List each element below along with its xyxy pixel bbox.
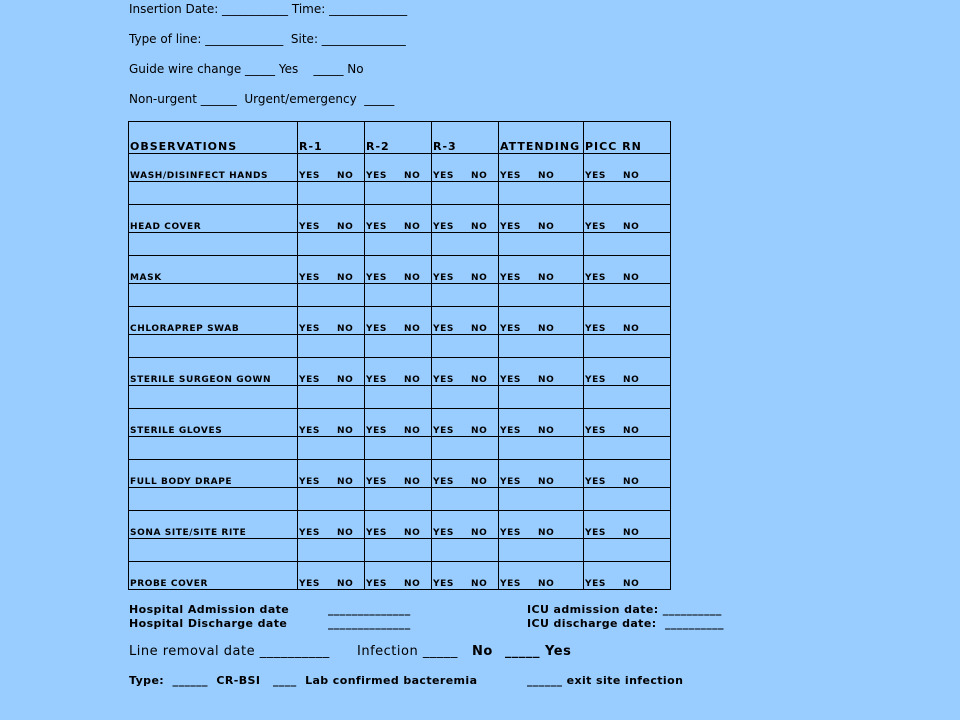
observation-label: FULL BODY DRAPE: [129, 460, 298, 488]
no-option[interactable]: NO: [537, 477, 555, 487]
yes-no-cell[interactable]: [365, 358, 432, 386]
yes-option[interactable]: YES: [585, 426, 606, 436]
empty-cell: [432, 284, 499, 307]
empty-cell: [432, 233, 499, 256]
no-option[interactable]: NO: [336, 426, 354, 436]
empty-cell: [432, 437, 499, 460]
no-option[interactable]: NO: [622, 579, 640, 589]
no-option[interactable]: NO: [470, 222, 488, 232]
header-picc-rn: PICC RN: [584, 122, 671, 154]
observation-label: PROBE COVER: [129, 562, 298, 590]
yes-no-cell[interactable]: [365, 562, 432, 590]
yes-option[interactable]: YES: [366, 375, 387, 385]
no-option[interactable]: NO: [537, 375, 555, 385]
no-option[interactable]: NO: [622, 477, 640, 487]
empty-cell: [499, 488, 584, 511]
yes-option[interactable]: YES: [500, 579, 521, 589]
no-option[interactable]: NO: [470, 477, 488, 487]
icu-admission-date: ICU admission date: __________: [527, 603, 722, 616]
insertion-date-time-line: Insertion Date: ___________ Time: _____________: [129, 2, 408, 16]
empty-cell: [584, 386, 671, 409]
table-row: [129, 154, 671, 182]
yes-no-cell[interactable]: [298, 409, 365, 437]
yes-no-cell[interactable]: [365, 460, 432, 488]
yes-no-cell[interactable]: [298, 307, 365, 335]
yes-no-cell[interactable]: [365, 409, 432, 437]
spacer-row: [129, 182, 671, 205]
yes-option[interactable]: YES: [433, 324, 454, 334]
no-option[interactable]: NO: [622, 171, 640, 181]
yes-option[interactable]: YES: [500, 426, 521, 436]
yes-no-cell[interactable]: [432, 460, 499, 488]
no-option[interactable]: NO: [470, 171, 488, 181]
no-option[interactable]: NO: [403, 528, 421, 538]
yes-option[interactable]: YES: [585, 324, 606, 334]
table-row: [129, 358, 671, 386]
yes-option[interactable]: YES: [585, 528, 606, 538]
no-option[interactable]: NO: [537, 324, 555, 334]
hospital-admission-label: Hospital Admission date: [129, 603, 290, 616]
yes-no-cell[interactable]: [432, 256, 499, 284]
no-option[interactable]: NO: [622, 426, 640, 436]
empty-cell: [298, 437, 365, 460]
spacer-row: [129, 386, 671, 409]
yes-option[interactable]: YES: [500, 222, 521, 232]
empty-cell: [584, 437, 671, 460]
empty-cell: [432, 539, 499, 562]
empty-cell: [584, 233, 671, 256]
no-option[interactable]: NO: [537, 222, 555, 232]
header-r1: R-1: [298, 122, 365, 154]
yes-option[interactable]: YES: [299, 324, 320, 334]
no-option[interactable]: NO: [336, 171, 354, 181]
yes-no-cell[interactable]: [584, 511, 671, 539]
yes-option[interactable]: YES: [433, 375, 454, 385]
yes-no-cell[interactable]: [298, 205, 365, 233]
yes-no-cell[interactable]: [499, 409, 584, 437]
observation-label: CHLORAPREP SWAB: [129, 307, 298, 335]
yes-option[interactable]: YES: [500, 273, 521, 283]
yes-option[interactable]: YES: [299, 222, 320, 232]
empty-cell: [298, 284, 365, 307]
empty-cell: [432, 182, 499, 205]
no-option[interactable]: NO: [336, 477, 354, 487]
spacer-row: [129, 437, 671, 460]
yes-no-cell[interactable]: [298, 256, 365, 284]
yes-option[interactable]: YES: [433, 222, 454, 232]
no-option[interactable]: NO: [336, 222, 354, 232]
no-option[interactable]: NO: [403, 426, 421, 436]
yes-no-cell[interactable]: [365, 205, 432, 233]
observation-label: SONA SITE/SITE RITE: [129, 511, 298, 539]
yes-no-cell[interactable]: [584, 562, 671, 590]
empty-cell: [298, 182, 365, 205]
yes-no-cell[interactable]: [298, 460, 365, 488]
yes-option[interactable]: YES: [366, 477, 387, 487]
no-option[interactable]: NO: [403, 222, 421, 232]
yes-no-cell[interactable]: [584, 154, 671, 182]
yes-option[interactable]: YES: [433, 528, 454, 538]
yes-no-cell[interactable]: [499, 511, 584, 539]
empty-cell: [129, 335, 298, 358]
spacer-row: [129, 335, 671, 358]
no-option[interactable]: NO: [537, 171, 555, 181]
yes-option[interactable]: YES: [299, 273, 320, 283]
yes-option[interactable]: YES: [585, 171, 606, 181]
header-attending: ATTENDING: [499, 122, 584, 154]
empty-cell: [129, 182, 298, 205]
table-row: [129, 409, 671, 437]
empty-cell: [584, 488, 671, 511]
observation-label: STERILE GLOVES: [129, 409, 298, 437]
infection-no: No: [472, 644, 493, 659]
empty-cell: [365, 233, 432, 256]
empty-cell: [298, 386, 365, 409]
yes-no-cell[interactable]: [365, 256, 432, 284]
guide-wire-change-line: Guide wire change _____ Yes _____ No: [129, 62, 364, 76]
infection-label: Infection _____: [357, 644, 458, 659]
spacer-row: [129, 233, 671, 256]
yes-option[interactable]: YES: [433, 579, 454, 589]
yes-no-cell[interactable]: [499, 358, 584, 386]
no-option[interactable]: NO: [622, 273, 640, 283]
yes-no-cell[interactable]: [432, 307, 499, 335]
yes-no-cell[interactable]: [499, 307, 584, 335]
no-option[interactable]: NO: [622, 222, 640, 232]
no-option[interactable]: NO: [403, 477, 421, 487]
table-row: [129, 562, 671, 590]
yes-no-cell[interactable]: [499, 154, 584, 182]
empty-cell: [298, 335, 365, 358]
empty-cell: [129, 386, 298, 409]
header-observations: OBSERVATIONS: [129, 122, 298, 154]
yes-no-cell[interactable]: [298, 358, 365, 386]
table-row: [129, 205, 671, 233]
line-removal-date: Line removal date __________: [129, 644, 330, 659]
empty-cell: [499, 539, 584, 562]
yes-option[interactable]: YES: [500, 477, 521, 487]
yes-option[interactable]: YES: [299, 426, 320, 436]
yes-option[interactable]: YES: [433, 273, 454, 283]
yes-option[interactable]: YES: [299, 528, 320, 538]
empty-cell: [584, 284, 671, 307]
empty-cell: [499, 335, 584, 358]
yes-option[interactable]: YES: [366, 528, 387, 538]
no-option[interactable]: NO: [622, 375, 640, 385]
yes-option[interactable]: YES: [366, 579, 387, 589]
empty-cell: [365, 284, 432, 307]
no-option[interactable]: NO: [403, 273, 421, 283]
empty-cell: [365, 335, 432, 358]
yes-option[interactable]: YES: [366, 426, 387, 436]
yes-no-cell[interactable]: [432, 562, 499, 590]
empty-cell: [298, 488, 365, 511]
empty-cell: [499, 437, 584, 460]
yes-no-cell[interactable]: [432, 409, 499, 437]
empty-cell: [365, 437, 432, 460]
yes-option[interactable]: YES: [585, 579, 606, 589]
no-option[interactable]: NO: [336, 579, 354, 589]
no-option[interactable]: NO: [537, 273, 555, 283]
empty-cell: [298, 539, 365, 562]
yes-option[interactable]: YES: [500, 528, 521, 538]
yes-option[interactable]: YES: [299, 579, 320, 589]
empty-cell: [129, 437, 298, 460]
no-option[interactable]: NO: [537, 528, 555, 538]
empty-cell: [129, 284, 298, 307]
yes-no-cell[interactable]: [499, 562, 584, 590]
no-option[interactable]: NO: [403, 171, 421, 181]
icu-discharge-date: ICU discharge date: __________: [527, 617, 724, 630]
observation-label: WASH/DISINFECT HANDS: [129, 154, 298, 182]
yes-no-cell[interactable]: [298, 562, 365, 590]
yes-no-cell[interactable]: [365, 511, 432, 539]
yes-no-cell[interactable]: [584, 205, 671, 233]
yes-option[interactable]: YES: [366, 324, 387, 334]
yes-no-cell[interactable]: [499, 256, 584, 284]
header-r2: R-2: [365, 122, 432, 154]
empty-cell: [432, 335, 499, 358]
no-option[interactable]: NO: [336, 528, 354, 538]
yes-option[interactable]: YES: [433, 426, 454, 436]
empty-cell: [432, 488, 499, 511]
yes-no-cell[interactable]: [499, 460, 584, 488]
yes-no-cell[interactable]: [584, 307, 671, 335]
empty-cell: [499, 233, 584, 256]
table-row: [129, 256, 671, 284]
spacer-row: [129, 488, 671, 511]
spacer-row: [129, 284, 671, 307]
yes-no-cell[interactable]: [584, 256, 671, 284]
yes-no-cell[interactable]: [298, 511, 365, 539]
yes-option[interactable]: YES: [366, 273, 387, 283]
empty-cell: [584, 539, 671, 562]
yes-no-cell[interactable]: [365, 307, 432, 335]
no-option[interactable]: NO: [470, 426, 488, 436]
yes-no-cell[interactable]: [499, 205, 584, 233]
hospital-admission-blank: ______________: [328, 603, 411, 616]
no-option[interactable]: NO: [470, 528, 488, 538]
table-row: [129, 460, 671, 488]
no-option[interactable]: NO: [403, 324, 421, 334]
no-option[interactable]: NO: [470, 273, 488, 283]
infection-yes: _____ Yes: [505, 644, 572, 659]
no-option[interactable]: NO: [336, 273, 354, 283]
no-option[interactable]: NO: [470, 579, 488, 589]
empty-cell: [432, 386, 499, 409]
no-option[interactable]: NO: [537, 426, 555, 436]
yes-no-cell[interactable]: [432, 205, 499, 233]
yes-no-cell[interactable]: [584, 409, 671, 437]
empty-cell: [129, 488, 298, 511]
yes-option[interactable]: YES: [585, 273, 606, 283]
table-row: [129, 307, 671, 335]
hospital-discharge-blank: ______________: [328, 617, 411, 630]
yes-option[interactable]: YES: [500, 171, 521, 181]
no-option[interactable]: NO: [622, 324, 640, 334]
no-option[interactable]: NO: [537, 579, 555, 589]
type-of-line-site-line: Type of line: _____________ Site: ______________: [129, 32, 406, 46]
empty-cell: [499, 386, 584, 409]
empty-cell: [129, 233, 298, 256]
empty-cell: [298, 233, 365, 256]
hospital-discharge-label: Hospital Discharge date: [129, 617, 288, 630]
yes-no-cell[interactable]: [584, 460, 671, 488]
empty-cell: [365, 488, 432, 511]
table-row: [129, 511, 671, 539]
empty-cell: [499, 182, 584, 205]
empty-cell: [499, 284, 584, 307]
yes-no-cell[interactable]: [432, 154, 499, 182]
exit-site-infection: ______ exit site infection: [527, 674, 684, 687]
no-option[interactable]: NO: [336, 324, 354, 334]
no-option[interactable]: NO: [403, 375, 421, 385]
yes-no-cell[interactable]: [365, 154, 432, 182]
yes-option[interactable]: YES: [366, 222, 387, 232]
yes-no-cell[interactable]: [584, 358, 671, 386]
header-r3: R-3: [432, 122, 499, 154]
yes-option[interactable]: YES: [500, 375, 521, 385]
observations-table: [128, 121, 671, 590]
empty-cell: [365, 539, 432, 562]
yes-option[interactable]: YES: [366, 171, 387, 181]
yes-option[interactable]: YES: [500, 324, 521, 334]
no-option[interactable]: NO: [403, 579, 421, 589]
table-header-row: [129, 122, 671, 154]
yes-option[interactable]: YES: [299, 477, 320, 487]
empty-cell: [365, 182, 432, 205]
observation-label: HEAD COVER: [129, 205, 298, 233]
empty-cell: [365, 386, 432, 409]
type-crbsi-line: Type: ______ CR-BSI ____ Lab confirmed bacteremia: [129, 674, 478, 687]
yes-no-cell[interactable]: [432, 511, 499, 539]
spacer-row: [129, 539, 671, 562]
no-option[interactable]: NO: [622, 528, 640, 538]
urgency-line: Non-urgent ______ Urgent/emergency _____: [129, 92, 395, 106]
yes-option[interactable]: YES: [585, 222, 606, 232]
yes-no-cell[interactable]: [298, 154, 365, 182]
no-option[interactable]: NO: [470, 324, 488, 334]
yes-option[interactable]: YES: [585, 477, 606, 487]
observation-label: MASK: [129, 256, 298, 284]
empty-cell: [584, 182, 671, 205]
yes-option[interactable]: YES: [585, 375, 606, 385]
yes-option[interactable]: YES: [299, 375, 320, 385]
yes-option[interactable]: YES: [433, 171, 454, 181]
no-option[interactable]: NO: [336, 375, 354, 385]
yes-option[interactable]: YES: [433, 477, 454, 487]
empty-cell: [129, 539, 298, 562]
yes-option[interactable]: YES: [299, 171, 320, 181]
yes-no-cell[interactable]: [432, 358, 499, 386]
empty-cell: [584, 335, 671, 358]
no-option[interactable]: NO: [470, 375, 488, 385]
observation-label: STERILE SURGEON GOWN: [129, 358, 298, 386]
